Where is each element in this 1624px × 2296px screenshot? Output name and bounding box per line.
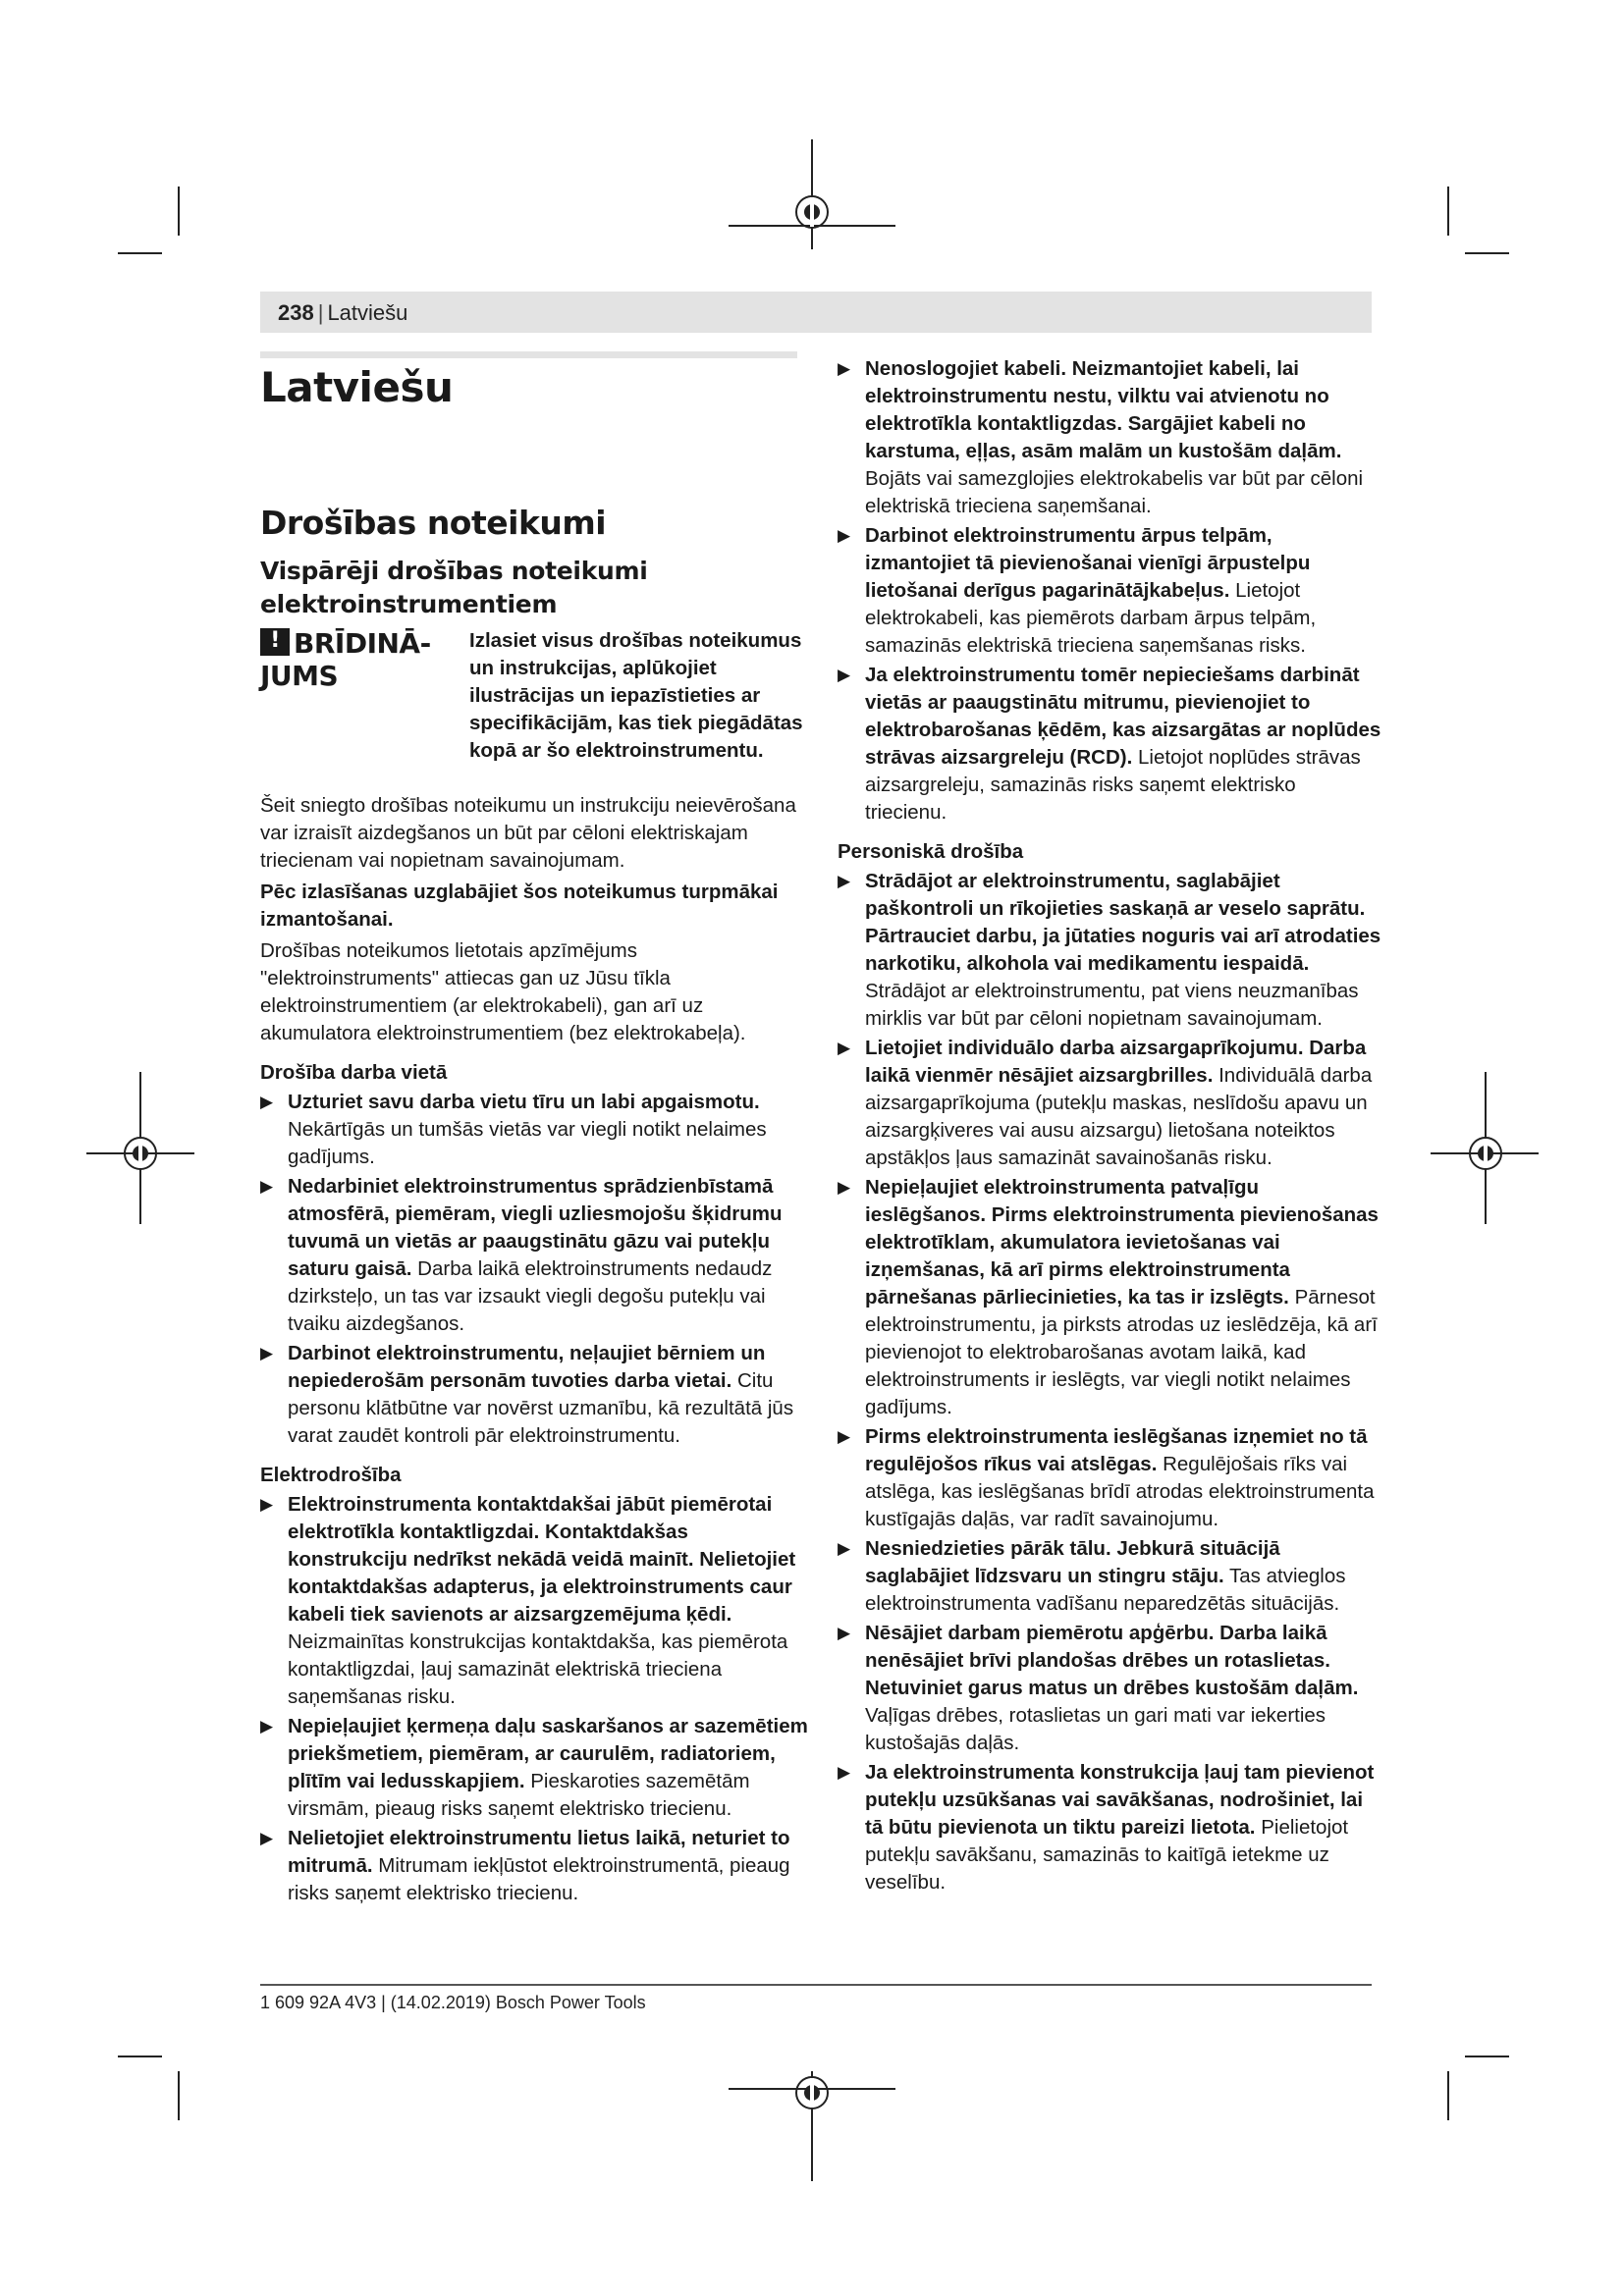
crop-mark bbox=[1447, 187, 1449, 236]
page-title: Latviešu bbox=[260, 363, 454, 411]
crop-mark bbox=[178, 187, 180, 236]
crop-mark bbox=[1465, 252, 1509, 254]
item-body: Vaļīgas drēbes, rotaslietas un gari mati var iekerties kustošajās daļās. bbox=[865, 1704, 1326, 1754]
safety-item bbox=[260, 1825, 810, 1907]
page-footer: 1 609 92A 4V3 | (14.02.2019) Bosch Power Tools bbox=[260, 1993, 646, 2012]
item-body: Regulējošais rīks vai atslēga, kas ieslēgšanas brīdī atrodas elektroinstrumenta kustīgajās daļās, var radīt savainojumu. bbox=[865, 1453, 1375, 1530]
bullet-arrow-icon: ▶ bbox=[838, 1178, 851, 1197]
item-body: Lietojot noplūdes strāvas aizsargreleju, samazinās risks saņemt elektrisko triecienu. bbox=[865, 746, 1361, 824]
item-lead: Pirms elektroinstrumenta ieslēgšanas izņemiet no tā regulējošos rīkus vai atslēgas. bbox=[865, 1425, 1368, 1475]
item-lead: Nedarbiniet elektroinstrumentus sprādzienbīstamā atmosfērā, piemēram, viegli uzliesmojošu šķidrumu tuvumā un vietās ar paaugstinātu gāzu vai putekļu saturu gaisā. bbox=[288, 1175, 783, 1280]
safety-item bbox=[838, 1535, 1382, 1618]
bullet-arrow-icon: ▶ bbox=[260, 1717, 274, 1735]
safety-item bbox=[838, 1035, 1382, 1172]
bullet-arrow-icon: ▶ bbox=[838, 872, 851, 890]
section-title: Drošības noteikumi bbox=[260, 504, 607, 542]
item-lead: Nenoslogojiet kabeli. Neizmantojiet kabeli, lai elektroinstrumentu nestu, vilktu vai atvienotu no elektrotīkla kontaktligzdas. Sargājiet kabeli no karstuma, eļļas, asām malām un kustošām daļām. bbox=[865, 357, 1342, 462]
item-lead: Ja elektroinstrumentu tomēr nepieciešams darbināt vietās ar paaugstinātu mitrumu, pievienojiet to elektrobarošanas ķēdēm, kas aizsargātas ar noplūdes strāvas aizsargreleju (RCD). bbox=[865, 664, 1381, 769]
crop-mark bbox=[1465, 2056, 1509, 2057]
safety-item bbox=[260, 1491, 810, 1711]
item-body: Pielietojot putekļu savākšanu, samazinās to kaitīgā ietekme uz veselību. bbox=[865, 1816, 1349, 1894]
header-separator: | bbox=[317, 300, 324, 325]
item-body: Pieskaroties sazemētām virsmām, pieaug risks saņemt elektrisko triecienu. bbox=[288, 1770, 750, 1820]
safety-item bbox=[260, 1713, 810, 1823]
bullet-arrow-icon: ▶ bbox=[838, 1039, 851, 1057]
item-body: Strādājot ar elektroinstrumentu, pat viens neuzmanības mirklis var būt par cēloni nopietnam savainojumam. bbox=[865, 980, 1359, 1030]
footer-rule bbox=[260, 1984, 1372, 1986]
item-lead: Darbinot elektroinstrumentu, neļaujiet bērniem un nepiederošām personām tuvoties darba vietai. bbox=[288, 1342, 766, 1392]
header-section: Latviešu bbox=[327, 300, 408, 325]
item-lead: Ja elektroinstrumenta konstrukcija ļauj tam pievienot putekļu uzsūkšanas vai savākšanas, nodrošiniet, lai tā būtu pievienota un tiktu pareizi lietota. bbox=[865, 1761, 1375, 1839]
sub-title: Vispārēji drošības noteikumi elektroinstrumentiem bbox=[260, 557, 648, 618]
warning-body: Šeit sniegto drošības noteikumu un instrukciju neievērošana var izraisīt aizdegšanos un būt par cēloni elektriskajam triecienam vai nopietnam savainojumam. bbox=[260, 794, 796, 872]
safety-item bbox=[838, 1620, 1382, 1757]
item-body: Lietojot elektrokabeli, kas piemērots darbam ārpus telpām, samazinās elektriskā trieciena saņemšanas risks. bbox=[865, 579, 1317, 657]
left-groups bbox=[260, 1059, 810, 1907]
page-header-bar bbox=[260, 292, 1372, 333]
bullet-arrow-icon: ▶ bbox=[260, 1829, 274, 1847]
registration-target-icon bbox=[795, 195, 829, 229]
item-body: Citu personu klātbūtne var novērst uzmanību, kā rezultātā jūs varat zaudēt kontroli pār elektroinstrumentu. bbox=[288, 1369, 794, 1447]
item-lead: Darbinot elektroinstrumentu ārpus telpām, izmantojiet tā pievienošanai vienīgi ārpustelpu lietošanai derīgus pagarinātājkabeļus. bbox=[865, 524, 1311, 602]
page-number: 238 bbox=[278, 300, 314, 325]
crop-mark bbox=[118, 2056, 162, 2057]
safety-item bbox=[838, 1174, 1382, 1421]
item-lead: Nepieļaujiet elektroinstrumenta patvaļīgu ieslēgšanos. Pirms elektroinstrumenta pievienošanas elektrotīklam, akumulatora ievietošanas vai izņemšanas, kā arī pirms elektroinstrumenta pārnešanas pārliecinieties, ka tas ir izslēgts. bbox=[865, 1176, 1379, 1308]
bullet-arrow-icon: ▶ bbox=[838, 1539, 851, 1558]
safety-item bbox=[838, 1759, 1382, 1896]
safety-item bbox=[260, 1173, 810, 1338]
warning-label: !BRĪDINĀ-JUMS bbox=[260, 627, 457, 692]
bullet-arrow-icon: ▶ bbox=[838, 1427, 851, 1446]
right-column bbox=[838, 353, 1382, 1896]
group-heading: Elektrodrošība bbox=[260, 1464, 402, 1486]
item-body: Bojāts vai samezglojies elektrokabelis var būt par cēloni elektriskā trieciena saņemšanai. bbox=[865, 467, 1364, 517]
item-lead: Nesniedzieties pārāk tālu. Jebkurā situācijā saglabājiet līdzsvaru un stingru stāju. bbox=[865, 1537, 1280, 1587]
safety-item bbox=[838, 662, 1382, 827]
item-body: Darba laikā elektroinstruments nedaudz dzirksteļo, un tas var izsaukt viegli degošu putekļu vai tvaiku aizdegšanos. bbox=[288, 1257, 773, 1335]
item-lead: Nepieļaujiet ķermeņa daļu saskaršanos ar sazemētiem priekšmetiem, piemēram, ar caurulēm, radiatoriem, plītīm vai ledusskapjiem. bbox=[288, 1715, 808, 1792]
registration-target-icon bbox=[1469, 1137, 1502, 1170]
bullet-arrow-icon: ▶ bbox=[260, 1344, 274, 1362]
page-header bbox=[278, 300, 407, 326]
item-lead: Uzturiet savu darba vietu tīru un labi apgaismotu. bbox=[288, 1091, 760, 1113]
group-heading: Drošība darba vietā bbox=[260, 1061, 448, 1084]
item-lead: Strādājot ar elektroinstrumentu, saglabājiet paškontroli un rīkojieties saskaņā ar veselo saprātu. Pārtrauciet darbu, ja jūtaties noguris vai arī atrodaties narkotiku, alkohola vai medikamentu iespaidā. bbox=[865, 870, 1381, 975]
keep-notice: Pēc izlasīšanas uzglabājiet šos noteikumus turpmākai izmantošanai. bbox=[260, 881, 779, 931]
registration-target-icon bbox=[795, 2076, 829, 2109]
crop-mark bbox=[178, 2071, 180, 2120]
term-note: Drošības noteikumos lietotais apzīmējums "elektroinstruments" attiecas gan uz Jūsu tīkla elektroinstrumentiem (ar elektrokabeli), gan arī uz akumulatora elektroinstrumentiem (bez elektrokabeļa). bbox=[260, 939, 746, 1044]
safety-item bbox=[260, 1340, 810, 1450]
warning-lead: Izlasiet visus drošības noteikumus un instrukcijas, aplūkojiet ilustrācijas un iepazīstieties ar specifikācijām, kas tiek piegādātas kopā ar šo elektroinstrumentu. bbox=[469, 629, 803, 762]
safety-item bbox=[838, 355, 1382, 520]
safety-item bbox=[838, 1423, 1382, 1533]
item-body: Tas atvieglos elektroinstrumenta vadīšanu neparedzētās situācijās. bbox=[865, 1565, 1346, 1615]
bullet-arrow-icon: ▶ bbox=[838, 1624, 851, 1642]
registration-line bbox=[811, 139, 813, 249]
bullet-arrow-icon: ▶ bbox=[838, 359, 851, 378]
bullet-arrow-icon: ▶ bbox=[260, 1177, 274, 1196]
warning-block bbox=[260, 627, 810, 875]
safety-item bbox=[260, 1089, 810, 1171]
bullet-arrow-icon: ▶ bbox=[838, 666, 851, 684]
item-body: Mitrumam iekļūstot elektroinstrumentā, pieaug risks saņemt elektrisko triecienu. bbox=[288, 1854, 790, 1904]
title-rule bbox=[260, 351, 797, 358]
bullet-arrow-icon: ▶ bbox=[260, 1495, 274, 1514]
registration-target-icon bbox=[124, 1137, 157, 1170]
left-column bbox=[260, 363, 810, 1907]
crop-mark bbox=[118, 252, 162, 254]
item-lead: Nēsājiet darbam piemērotu apģērbu. Darba laikā nenēsājiet brīvi plandošas drēbes un rotaslietas. Netuviniet garus matus un drēbes kustošām daļām. bbox=[865, 1622, 1359, 1699]
item-lead: Elektroinstrumenta kontaktdakšai jābūt piemērotai elektrotīkla kontaktligzdai. Kontaktdakšas konstrukciju nedrīkst nekādā veidā mainīt. Nelietojiet kontaktdakšas adapterus, ja elektroinstruments caur kabeli tiek savienots ar aizsargzemējuma ķēdi. bbox=[288, 1493, 796, 1626]
item-lead: Nelietojiet elektroinstrumentu lietus laikā, neturiet to mitrumā. bbox=[288, 1827, 790, 1877]
group-heading: Personiskā drošība bbox=[838, 840, 1024, 863]
item-body: Nekārtīgās un tumšās vietās var viegli notikt nelaimes gadījums. bbox=[288, 1118, 767, 1168]
item-body: Neizmainītas konstrukcijas kontaktdakša, kas piemērota kontaktligzdai, ļauj samazināt elektriskā trieciena saņemšanas risku. bbox=[288, 1630, 788, 1708]
right-group-items bbox=[838, 868, 1382, 1896]
safety-item bbox=[838, 868, 1382, 1033]
warning-triangle-icon bbox=[260, 628, 290, 656]
right-items-top bbox=[838, 355, 1382, 827]
item-body: Individuālā darba aizsargaprīkojuma (putekļu maskas, neslīdošu apavu un aizsargķiveres vai ausu aizsargu) lietošana noteiktos apstākļos ļaus samazināt savainošanās risku. bbox=[865, 1064, 1373, 1169]
item-lead: Lietojiet individuālo darba aizsargaprīkojumu. Darba laikā vienmēr nēsājiet aizsargbrilles. bbox=[865, 1037, 1367, 1087]
bullet-arrow-icon: ▶ bbox=[260, 1093, 274, 1111]
item-body: Pārnesot elektroinstrumentu, ja pirksts atrodas uz ieslēdzēja, kā arī pievienojot to elektrobarošanas avotam laikā, kad elektroinstruments ir ieslēgts, var viegli notikt nelaimes gadījums. bbox=[865, 1286, 1378, 1418]
bullet-arrow-icon: ▶ bbox=[838, 1763, 851, 1782]
crop-mark bbox=[1447, 2071, 1449, 2120]
safety-item bbox=[838, 522, 1382, 660]
bullet-arrow-icon: ▶ bbox=[838, 526, 851, 545]
